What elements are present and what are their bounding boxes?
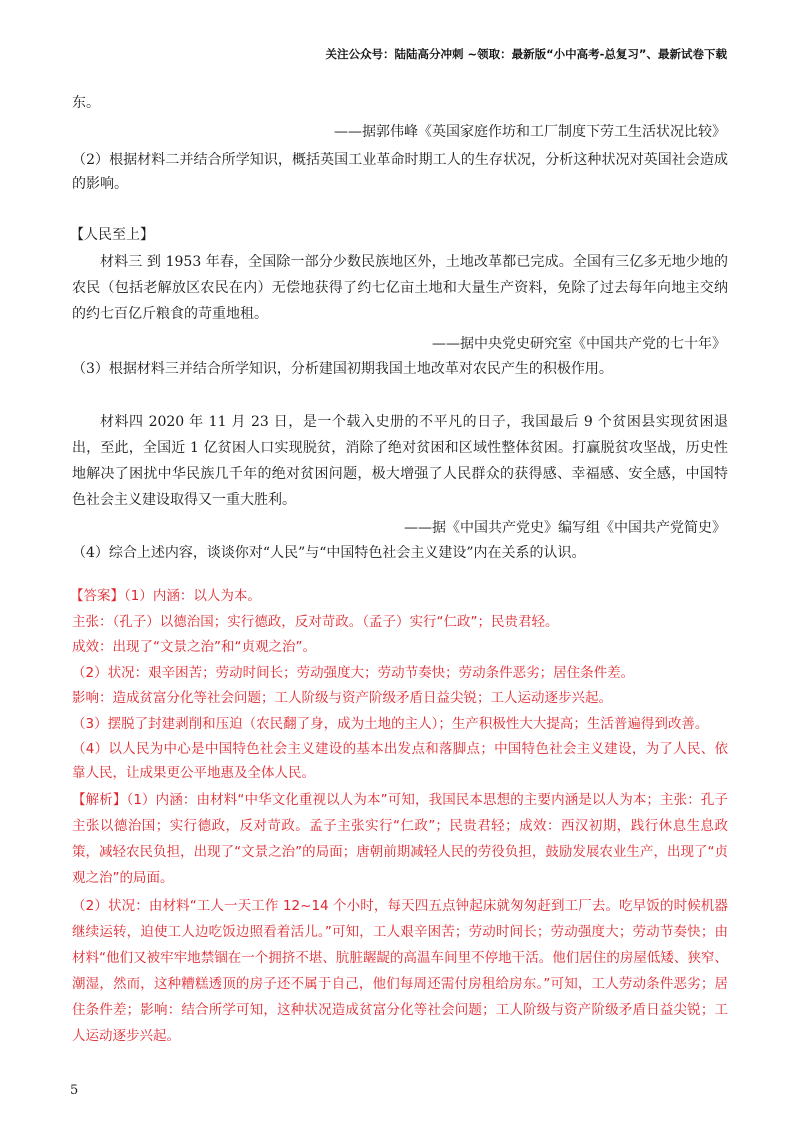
answer-text-1: （1）内涵：以人为本。 bbox=[124, 588, 261, 604]
answer-line-6: （3）摆脱了封建剥削和压迫（农民翻了身，成为土地的主人）；生产积极性大大提高；生活普遍得到改善。 bbox=[72, 715, 709, 732]
analysis-para-1 bbox=[72, 787, 728, 891]
document-body bbox=[72, 92, 728, 1049]
page-header: 关注公众号：陆陆高分冲刺 ~领取：最新版“小中高考-总复习”、最新试卷下载 bbox=[325, 47, 727, 61]
answer-line-3: 成效：出现了“文景之治”和“贞观之治”。 bbox=[72, 639, 316, 655]
question-2: （2）根据材料二并结合所学知识，概括英国工业革命时期工人的生存状况，分析这种状况对英国社会造成的影响。 bbox=[72, 152, 728, 192]
section-title: 【人民至上】 bbox=[70, 227, 154, 243]
material2-source: ——据郭伟峰《英国家庭作坊和工厂制度下劳工生活状况比较》 bbox=[334, 124, 726, 140]
question-3: （3）根据材料三并结合所学知识，分析建国初期我国土地改革对农民产生的积极作用。 bbox=[72, 361, 613, 377]
answer-line-2: 主张：（孔子）以德治国；实行德政，反对苛政。（孟子）实行“仁政”；民贵君轻。 bbox=[72, 613, 559, 630]
answer-line-1 bbox=[72, 585, 728, 609]
answer-label: 【答案】 bbox=[70, 588, 124, 604]
analysis-para-2: （2）状况：由材料“工人一天工作 12~14 个小时，每天四五点钟起床就匆匆赶到工厂去。吃早饭的时候机器继续运转，迫使工人边吃饭边照看着活儿。”可知，工人艰辛困苦；劳动时间长；劳动强度大；劳动节奏快；由材料“他们又被牢牢地禁锢在一个拥挤不堪、肮脏龌龊的高温车间里不停地干活。他们居住的房屋低矮、狭窄、潮湿，然而，这种糟糕透顶的房子还不属于自己，他们每周还需付房租给房东。”可知，工人劳动条件恶劣；居住条件差；影响：结合所学可知，这种状况造成贫富分化等社会问题；工人阶级与资产阶级矛盾日益尖锐；工人运动逐步兴起。 bbox=[72, 898, 728, 1044]
question-4: （4）综合上述内容，谈谈你对“人民”与“中国特色社会主义建设”内在关系的认识。 bbox=[72, 545, 586, 561]
analysis-text-1: （1）内涵：由材料“中华文化重视以人为本”可知，我国民本思想的主要内涵是以人为本；主张：孔子主张以德治国；实行德政，反对苛政。孟子主张实行“仁政”；民贵君轻；成效：西汉初期，践行休息生息政策，减轻农民负担，出现了“文景之治”的局面；唐朝前期减轻人民的劳役负担，鼓励发展农业生产，出现了“贞观之治”的局面。 bbox=[72, 792, 729, 886]
answer-line-5: 影响：造成贫富分化等社会问题；工人阶级与资产阶级矛盾日益尖锐；工人运动逐步兴起。 bbox=[72, 690, 612, 706]
material4-source: ——据《中国共产党史》编写组《中国共产党简史》 bbox=[404, 520, 726, 536]
page-number: 5 bbox=[70, 1083, 79, 1098]
answer-line-4: （2）状况：艰辛困苦；劳动时间长；劳动强度大；劳动节奏快；劳动条件恶劣；居住条件差。 bbox=[72, 664, 635, 681]
material3-source: ——据中央党史研究室《中国共产党的七十年》 bbox=[432, 336, 726, 352]
material2-tail: 东。 bbox=[72, 95, 100, 111]
analysis-label: 【解析】 bbox=[72, 792, 127, 808]
material-3: 材料三 到 1953 年春，全国除一部分少数民族地区外，土地改革都已完成。全国有三亿多无地少地的农民（包括老解放区农民在内）无偿地获得了约七亿亩土地和大量生产资料，免除了过去每年向地主交纳的约七百亿斤粮食的苛重地租。 bbox=[72, 254, 728, 322]
material-4: 材料四 2020 年 11 月 23 日，是一个载入史册的不平凡的日子，我国最后 9 个贫困县实现贫困退出，至此，全国近 1 亿贫困人口实现脱贫，消除了绝对贫困和区域性整体贫困。打赢脱贫攻坚战，历史性地解决了困扰中华民族几千年的绝对贫困问题，极大增强了人民群众的获得感、幸福感、安全感，中国特色社会主义建设取得又一重大胜利。 bbox=[72, 414, 728, 508]
answer-line-7: （4）以人民为中心是中国特色社会主义建设的基本出发点和落脚点；中国特色社会主义建设，为了人民、依靠人民，让成果更公平地惠及全体人民。 bbox=[72, 741, 728, 781]
